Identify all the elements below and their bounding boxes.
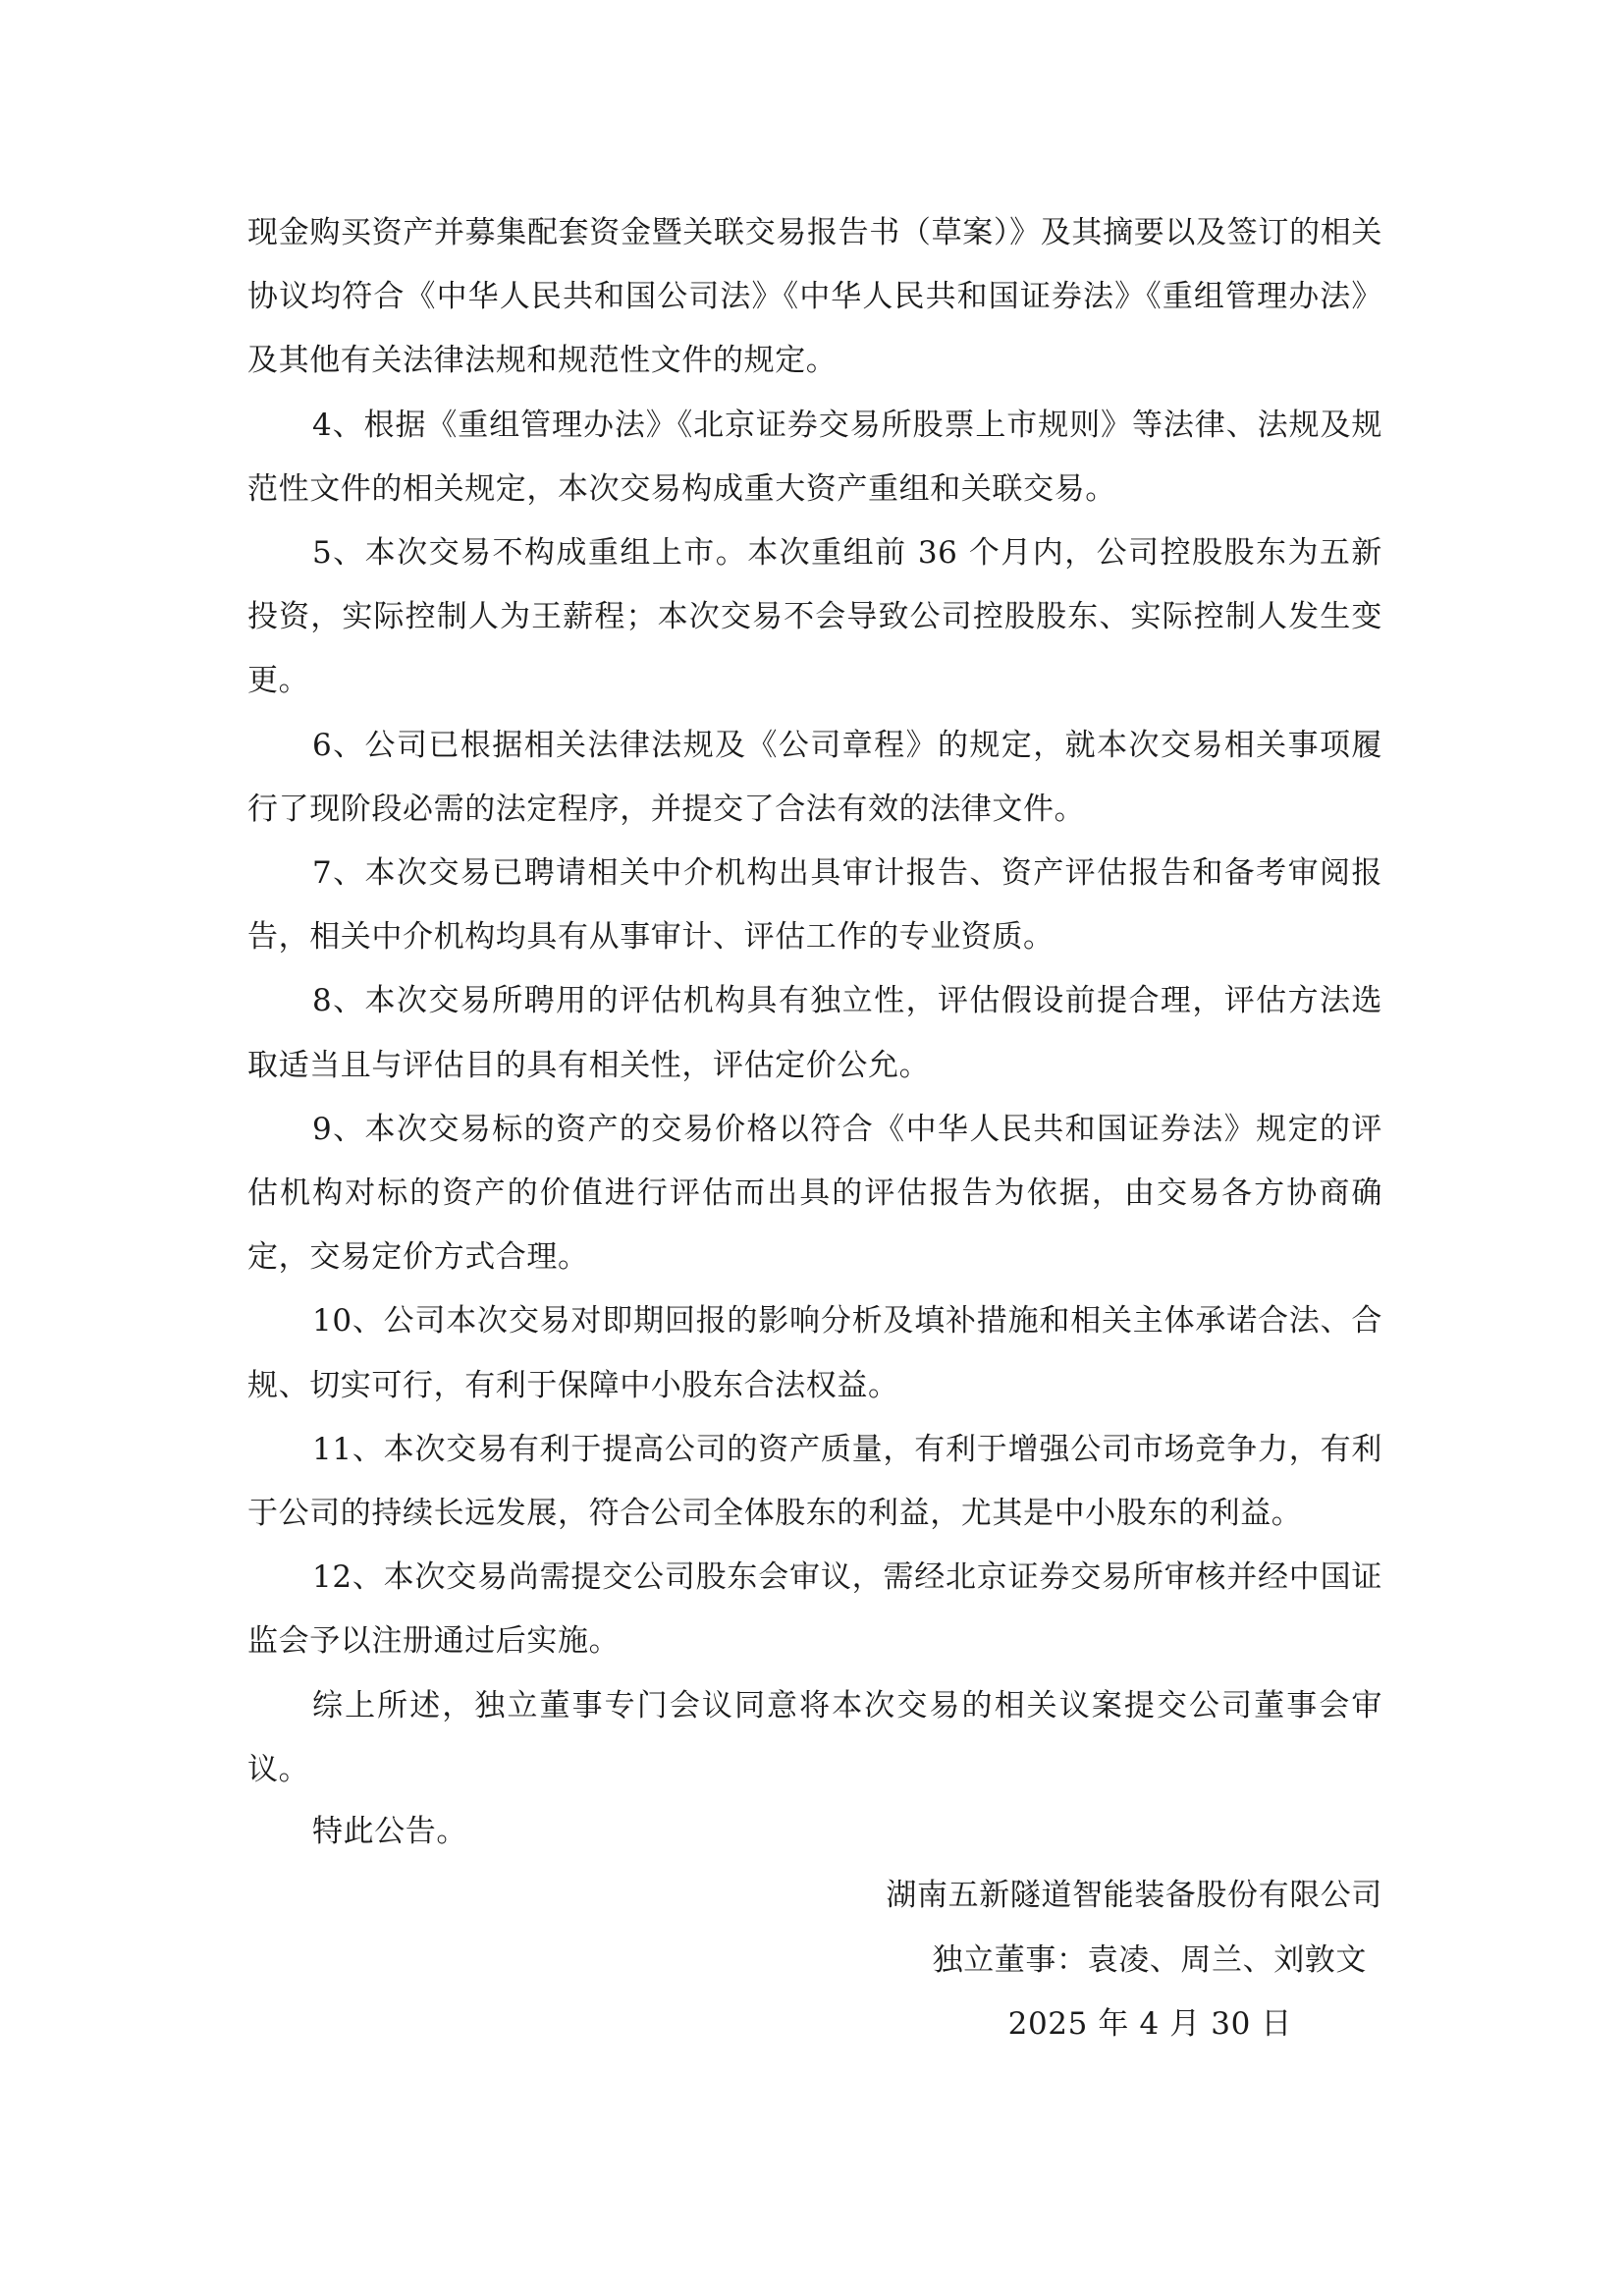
paragraph-item-6: 6、公司已根据相关法律法规及《公司章程》的规定，就本次交易相关事项履行了现阶段必需的法定程序，并提交了合法有效的法律文件。 — [247, 727, 1382, 827]
paragraph-item-11: 11、本次交易有利于提高公司的资产质量，有利于增强公司市场竞争力，有利于公司的持续长远发展，符合公司全体股东的利益，尤其是中小股东的利益。 — [247, 1431, 1382, 1532]
closing-statement: 特此公告。 — [312, 1814, 467, 1849]
signature-block — [597, 1864, 1382, 2057]
signature-directors: 独立董事：袁凌、周兰、刘敦文 — [932, 1941, 1367, 1978]
paragraph-item-5: 5、本次交易不构成重组上市。本次重组前 36 个月内，公司控股股东为五新投资，实际控制人为王薪程；本次交易不会导致公司控股股东、实际控制人发生变更。 — [247, 535, 1382, 699]
paragraph-conclusion: 综上所述，独立董事专门会议同意将本次交易的相关议案提交公司董事会审议。 — [247, 1687, 1382, 1787]
paragraph-item-4: 4、根据《重组管理办法》《北京证券交易所股票上市规则》等法律、法规及规范性文件的相关规定，本次交易构成重大资产重组和关联交易。 — [247, 407, 1382, 507]
paragraph-continuation: 现金购买资产并募集配套资金暨关联交易报告书（草案）》及其摘要以及签订的相关协议均符合《中华人民共和国公司法》《中华人民共和国证券法》《重组管理办法》及其他有关法律法规和规范性文件的规定。 — [247, 215, 1382, 379]
signature-company: 湖南五新隧道智能装备股份有限公司 — [886, 1878, 1382, 1913]
paragraph-item-7: 7、本次交易已聘请相关中介机构出具审计报告、资产评估报告和备考审阅报告，相关中介机构均具有从事审计、评估工作的专业资质。 — [247, 855, 1382, 956]
paragraph-item-12: 12、本次交易尚需提交公司股东会审议，需经北京证券交易所审核并经中国证监会予以注册通过后实施。 — [247, 1559, 1382, 1660]
document-body — [247, 201, 1382, 1802]
signature-date: 2025 年 4 月 30 日 — [1007, 2006, 1292, 2042]
paragraph-item-10: 10、公司本次交易对即期回报的影响分析及填补措施和相关主体承诺合法、合规、切实可行，有利于保障中小股东合法权益。 — [247, 1303, 1382, 1403]
paragraph-item-9: 9、本次交易标的资产的交易价格以符合《中华人民共和国证券法》规定的评估机构对标的资产的价值进行评估而出具的评估报告为依据，由交易各方协商确定，交易定价方式合理。 — [247, 1111, 1382, 1276]
paragraph-item-8: 8、本次交易所聘用的评估机构具有独立性，评估假设前提合理，评估方法选取适当且与评估目的具有相关性，评估定价公允。 — [247, 983, 1382, 1083]
